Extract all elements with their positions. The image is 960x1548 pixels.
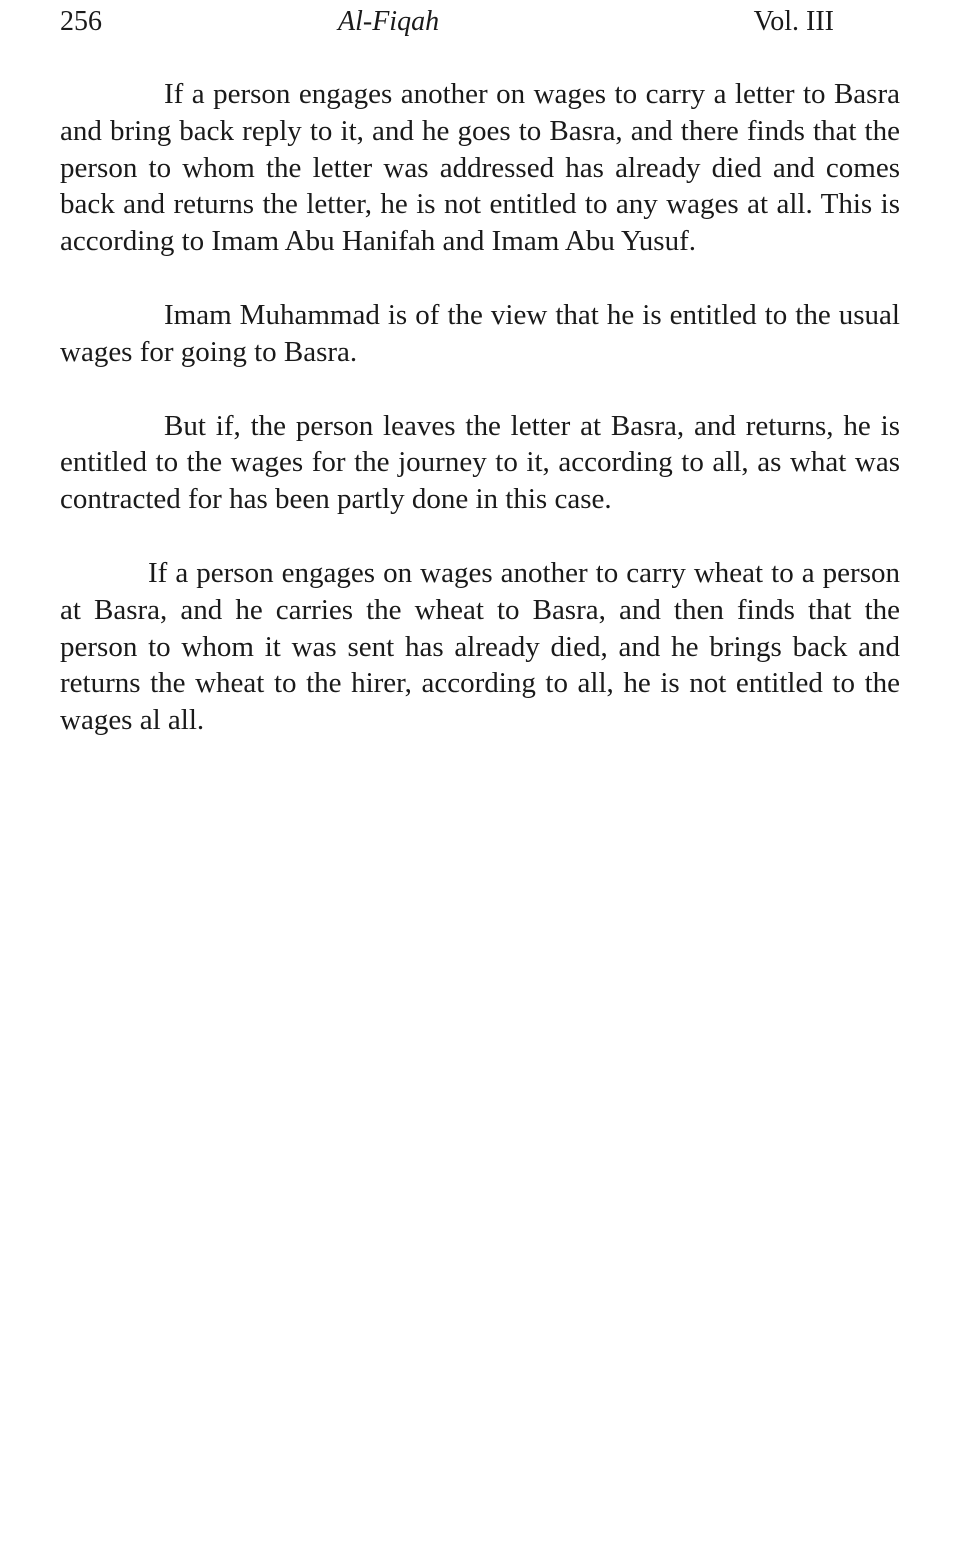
paragraph-wheat-to-basra: If a person engages on wages another to carry wheat to a person at Basra, and he carries the wheat to Basra, and then finds that the person to whom it was sent has already died, and he brings back and returns the wheat to the hirer, according to all, he is not entitled to the wages al all.	[60, 556, 900, 737]
volume-label: Vol. III	[753, 6, 834, 37]
paragraph-letter-to-basra: If a person engages another on wages to carry a letter to Basra and bring back reply to it, and he goes to Basra, and there finds that the person to whom the letter was addressed has already died and comes back and returns the letter, he is not entitled to any wages at all. This is according to Imam Abu Hanifah and Imam Abu Yusuf.	[60, 78, 900, 258]
running-header	[60, 0, 834, 44]
body-text	[60, 76, 900, 776]
paragraph-imam-muhammad-view: Imam Muhammad is of the view that he is entitled to the usual wages for going to Basra.	[60, 298, 900, 368]
book-title: Al-Fiqah	[338, 6, 440, 37]
page-number: 256	[60, 6, 102, 37]
paragraph-letter-left-at-basra: But if, the person leaves the letter at Basra, and returns, he is entitled to the wages for the journey to it, according to all, as what was contracted for has been partly done in this case.	[60, 409, 900, 516]
